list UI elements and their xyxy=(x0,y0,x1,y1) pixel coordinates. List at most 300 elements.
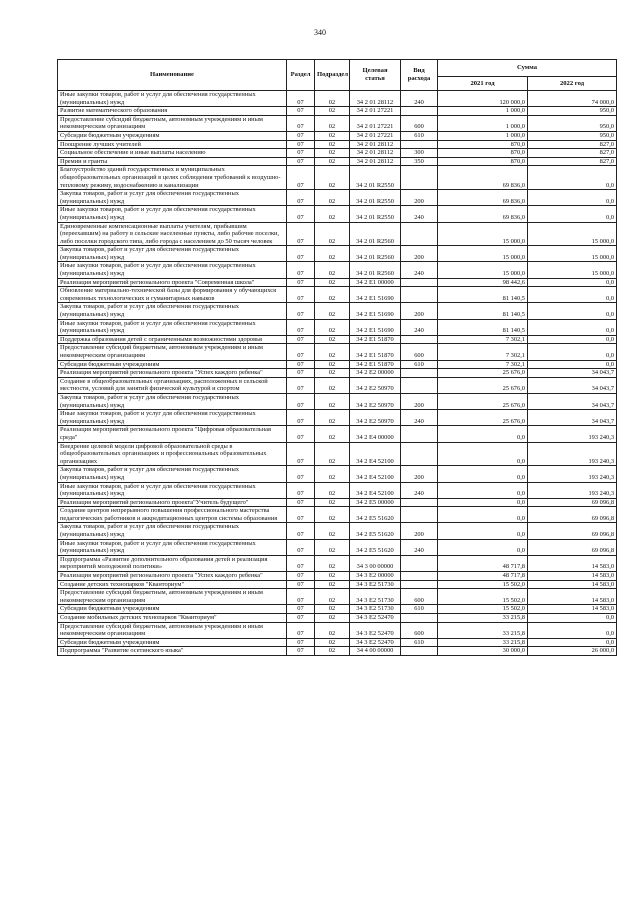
row-name: Иные закупки товаров, работ и услуг для обеспечения государственных (муниципальных) нужд xyxy=(58,91,287,107)
table-row xyxy=(58,580,617,589)
row-expense: 600 xyxy=(401,115,438,131)
row-sum-2022: 827,0 xyxy=(528,157,617,166)
row-expense: 300 xyxy=(401,149,438,158)
row-sum-2022: 193 240,3 xyxy=(528,466,617,482)
row-subsection: 02 xyxy=(315,393,350,409)
row-name: Реализация мероприятий регионального проекта "Цифровая образовательная среда" xyxy=(58,426,287,442)
row-subsection: 02 xyxy=(315,442,350,466)
table-row xyxy=(58,149,617,158)
row-expense xyxy=(401,426,438,442)
row-target: 34 3 E2 00000 xyxy=(350,572,401,581)
header-year-2022: 2022 год xyxy=(528,77,617,91)
row-subsection: 02 xyxy=(315,107,350,116)
row-section: 07 xyxy=(287,580,315,589)
row-sum-2022: 827,0 xyxy=(528,140,617,149)
row-expense: 610 xyxy=(401,638,438,647)
table-row xyxy=(58,91,617,107)
page-number: 340 xyxy=(314,28,326,37)
row-sum-2021: 25 676,0 xyxy=(438,369,528,378)
row-target: 34 2 01 28112 xyxy=(350,149,401,158)
row-name: Субсидии бюджетным учреждениям xyxy=(58,360,287,369)
row-target: 34 3 E2 52470 xyxy=(350,614,401,623)
row-section: 07 xyxy=(287,246,315,262)
row-sum-2022: 69 096,8 xyxy=(528,507,617,523)
row-name: Предоставление субсидий бюджетным, автономным учреждениям и иным некоммерческим организациям xyxy=(58,622,287,638)
row-section: 07 xyxy=(287,410,315,426)
row-sum-2022: 14 583,0 xyxy=(528,605,617,614)
row-section: 07 xyxy=(287,344,315,360)
row-target: 34 2 01 27221 xyxy=(350,131,401,140)
row-sum-2022: 14 583,0 xyxy=(528,589,617,605)
row-sum-2021: 33 215,8 xyxy=(438,614,528,623)
row-target: 34 2 01 28112 xyxy=(350,91,401,107)
row-sum-2021: 69 836,0 xyxy=(438,166,528,190)
row-subsection: 02 xyxy=(315,303,350,319)
row-section: 07 xyxy=(287,166,315,190)
row-subsection: 02 xyxy=(315,369,350,378)
row-expense: 200 xyxy=(401,523,438,539)
row-sum-2021: 870,0 xyxy=(438,157,528,166)
row-sum-2021: 1 000,0 xyxy=(438,107,528,116)
row-subsection: 02 xyxy=(315,539,350,555)
table-row xyxy=(58,319,617,335)
row-sum-2021: 48 717,8 xyxy=(438,555,528,571)
row-expense xyxy=(401,647,438,656)
row-section: 07 xyxy=(287,319,315,335)
row-subsection: 02 xyxy=(315,287,350,303)
header-expense: Вид расхода xyxy=(401,60,438,91)
row-section: 07 xyxy=(287,647,315,656)
row-target: 34 3 00 00000 xyxy=(350,555,401,571)
row-section: 07 xyxy=(287,605,315,614)
row-sum-2021: 0,0 xyxy=(438,539,528,555)
row-sum-2022: 0,0 xyxy=(528,638,617,647)
row-target: 34 2 E4 52100 xyxy=(350,466,401,482)
row-sum-2021: 69 836,0 xyxy=(438,190,528,206)
row-expense xyxy=(401,222,438,246)
row-target: 34 2 01 R2550 xyxy=(350,166,401,190)
table-row xyxy=(58,647,617,656)
row-expense xyxy=(401,377,438,393)
row-expense xyxy=(401,287,438,303)
row-expense xyxy=(401,498,438,507)
row-sum-2022: 950,0 xyxy=(528,107,617,116)
row-name: Поддержка образования детей с ограниченными возможностями здоровья xyxy=(58,335,287,344)
row-name: Поощрение лучших учителей xyxy=(58,140,287,149)
row-name: Закупка товаров, работ и услуг для обеспечения государственных (муниципальных) нужд xyxy=(58,393,287,409)
row-subsection: 02 xyxy=(315,589,350,605)
row-name: Иные закупки товаров, работ и услуг для обеспечения государственных (муниципальных) нужд xyxy=(58,539,287,555)
table-row xyxy=(58,246,617,262)
row-expense: 240 xyxy=(401,319,438,335)
row-sum-2021: 48 717,8 xyxy=(438,572,528,581)
table-row xyxy=(58,206,617,222)
row-target: 34 3 E2 52470 xyxy=(350,622,401,638)
row-name: Закупка товаров, работ и услуг для обеспечения государственных (муниципальных) нужд xyxy=(58,246,287,262)
row-name: Подпрограмма "Развитие осетинского языка" xyxy=(58,647,287,656)
header-name: Наименование xyxy=(58,60,287,91)
row-section: 07 xyxy=(287,262,315,278)
row-subsection: 02 xyxy=(315,466,350,482)
row-sum-2022: 0,0 xyxy=(528,344,617,360)
row-sum-2021: 98 442,6 xyxy=(438,278,528,287)
row-sum-2022: 34 043,7 xyxy=(528,393,617,409)
row-name: Закупка товаров, работ и услуг для обеспечения государственных (муниципальных) нужд xyxy=(58,466,287,482)
row-sum-2021: 120 000,0 xyxy=(438,91,528,107)
row-name: Благоустройство зданий государственных и муниципальных общеобразовательных организаций в целях соблюдения требований к воздушно-тепловому режиму, водоснабжению и канализации xyxy=(58,166,287,190)
row-section: 07 xyxy=(287,507,315,523)
row-section: 07 xyxy=(287,442,315,466)
table-row xyxy=(58,426,617,442)
row-subsection: 02 xyxy=(315,638,350,647)
row-target: 34 2 E4 00000 xyxy=(350,426,401,442)
row-name: Реализация мероприятий регионального проекта"Учитель будущего" xyxy=(58,498,287,507)
row-sum-2022: 0,0 xyxy=(528,190,617,206)
row-section: 07 xyxy=(287,426,315,442)
table-row xyxy=(58,107,617,116)
row-target: 34 3 E2 51730 xyxy=(350,605,401,614)
row-sum-2021: 0,0 xyxy=(438,507,528,523)
table-row xyxy=(58,442,617,466)
row-sum-2021: 25 676,0 xyxy=(438,410,528,426)
row-section: 07 xyxy=(287,482,315,498)
row-expense: 240 xyxy=(401,206,438,222)
row-subsection: 02 xyxy=(315,157,350,166)
row-sum-2022: 950,0 xyxy=(528,131,617,140)
row-target: 34 2 01 27221 xyxy=(350,115,401,131)
row-expense: 200 xyxy=(401,393,438,409)
row-expense: 610 xyxy=(401,131,438,140)
row-section: 07 xyxy=(287,157,315,166)
row-target: 34 2 E1 00000 xyxy=(350,278,401,287)
row-sum-2022: 193 240,3 xyxy=(528,442,617,466)
row-sum-2022: 193 240,3 xyxy=(528,426,617,442)
table-row xyxy=(58,287,617,303)
row-sum-2021: 0,0 xyxy=(438,466,528,482)
row-sum-2021: 15 502,0 xyxy=(438,589,528,605)
row-expense: 200 xyxy=(401,303,438,319)
row-sum-2022: 15 000,0 xyxy=(528,262,617,278)
row-expense: 350 xyxy=(401,157,438,166)
row-name: Создание в общеобразовательных организациях, расположенных в сельской местности, условий для занятий физической культурой и спортом xyxy=(58,377,287,393)
table-row xyxy=(58,115,617,131)
row-sum-2022: 14 583,0 xyxy=(528,580,617,589)
row-name: Закупка товаров, работ и услуг для обеспечения государственных (муниципальных) нужд xyxy=(58,190,287,206)
row-section: 07 xyxy=(287,115,315,131)
row-target: 34 4 00 00000 xyxy=(350,647,401,656)
row-name: Предоставление субсидий бюджетным, автономным учреждениям и иным некоммерческим организациям xyxy=(58,589,287,605)
header-section: Раздел xyxy=(287,60,315,91)
table-row xyxy=(58,360,617,369)
row-section: 07 xyxy=(287,303,315,319)
row-target: 34 2 01 R2560 xyxy=(350,222,401,246)
header-subsection: Подраздел xyxy=(315,60,350,91)
row-sum-2021: 81 140,5 xyxy=(438,303,528,319)
row-subsection: 02 xyxy=(315,246,350,262)
row-expense: 240 xyxy=(401,410,438,426)
row-subsection: 02 xyxy=(315,377,350,393)
row-subsection: 02 xyxy=(315,149,350,158)
row-section: 07 xyxy=(287,335,315,344)
row-sum-2021: 81 140,5 xyxy=(438,319,528,335)
row-target: 34 2 E1 51870 xyxy=(350,335,401,344)
row-name: Социальное обеспечение и иные выплаты населению xyxy=(58,149,287,158)
row-name: Создание мобильных детских технопарков "Кванториум" xyxy=(58,614,287,623)
row-name: Иные закупки товаров, работ и услуг для обеспечения государственных (муниципальных) нужд xyxy=(58,206,287,222)
row-expense: 600 xyxy=(401,344,438,360)
table-row xyxy=(58,166,617,190)
row-target: 34 2 E1 51870 xyxy=(350,344,401,360)
row-section: 07 xyxy=(287,638,315,647)
row-name: Создание детских технопарков "Кванториум" xyxy=(58,580,287,589)
row-section: 07 xyxy=(287,107,315,116)
row-name: Иные закупки товаров, работ и услуг для обеспечения государственных (муниципальных) нужд xyxy=(58,262,287,278)
table-row xyxy=(58,190,617,206)
row-section: 07 xyxy=(287,572,315,581)
row-sum-2021: 33 215,8 xyxy=(438,622,528,638)
row-subsection: 02 xyxy=(315,622,350,638)
row-expense: 240 xyxy=(401,91,438,107)
row-expense xyxy=(401,507,438,523)
row-section: 07 xyxy=(287,360,315,369)
table-row xyxy=(58,140,617,149)
row-sum-2022: 69 096,8 xyxy=(528,498,617,507)
row-expense: 200 xyxy=(401,466,438,482)
row-expense: 610 xyxy=(401,360,438,369)
row-sum-2021: 15 000,0 xyxy=(438,246,528,262)
row-subsection: 02 xyxy=(315,344,350,360)
row-target: 34 2 01 28112 xyxy=(350,157,401,166)
row-sum-2022: 69 096,8 xyxy=(528,523,617,539)
row-subsection: 02 xyxy=(315,482,350,498)
row-section: 07 xyxy=(287,149,315,158)
row-name: Единовременные компенсационные выплаты учителям, прибывшим (переехавшим) на работу в сельские населенные пункты, либо рабочие поселки, либо поселки городского типа, либо города с населением до 50 тысяч человек xyxy=(58,222,287,246)
row-target: 34 2 E2 50970 xyxy=(350,410,401,426)
row-sum-2021: 15 502,0 xyxy=(438,605,528,614)
row-section: 07 xyxy=(287,278,315,287)
row-sum-2022: 0,0 xyxy=(528,287,617,303)
row-subsection: 02 xyxy=(315,190,350,206)
row-target: 34 2 E5 51620 xyxy=(350,507,401,523)
row-expense xyxy=(401,555,438,571)
row-name: Закупка товаров, работ и услуг для обеспечения государственных (муниципальных) нужд xyxy=(58,303,287,319)
row-subsection: 02 xyxy=(315,222,350,246)
table-row xyxy=(58,507,617,523)
row-subsection: 02 xyxy=(315,580,350,589)
table-body xyxy=(58,91,617,656)
row-expense: 240 xyxy=(401,539,438,555)
row-subsection: 02 xyxy=(315,278,350,287)
row-name: Иные закупки товаров, работ и услуг для обеспечения государственных (муниципальных) нужд xyxy=(58,482,287,498)
row-name: Премии и гранты xyxy=(58,157,287,166)
row-sum-2021: 870,0 xyxy=(438,140,528,149)
row-sum-2022: 14 583,0 xyxy=(528,572,617,581)
table-row xyxy=(58,344,617,360)
row-sum-2021: 870,0 xyxy=(438,149,528,158)
row-sum-2022: 34 043,7 xyxy=(528,377,617,393)
row-sum-2022: 34 043,7 xyxy=(528,369,617,378)
header-year-2021: 2021 год xyxy=(438,77,528,91)
row-sum-2022: 193 240,3 xyxy=(528,482,617,498)
row-section: 07 xyxy=(287,377,315,393)
row-section: 07 xyxy=(287,539,315,555)
row-subsection: 02 xyxy=(315,572,350,581)
row-section: 07 xyxy=(287,614,315,623)
table-row xyxy=(58,335,617,344)
row-name: Предоставление субсидий бюджетным, автономным учреждениям и иным некоммерческим организациям xyxy=(58,344,287,360)
row-subsection: 02 xyxy=(315,206,350,222)
row-name: Иные закупки товаров, работ и услуг для обеспечения государственных (муниципальных) нужд xyxy=(58,410,287,426)
row-sum-2021: 33 215,8 xyxy=(438,638,528,647)
table-row xyxy=(58,555,617,571)
row-section: 07 xyxy=(287,369,315,378)
table-row xyxy=(58,303,617,319)
row-expense xyxy=(401,335,438,344)
table-row xyxy=(58,589,617,605)
row-name: Обновление материально-технической базы для формирования у обучающихся современных технологических и гуманитарных навыков xyxy=(58,287,287,303)
row-section: 07 xyxy=(287,498,315,507)
row-section: 07 xyxy=(287,555,315,571)
row-name: Внедрение целевой модели цифровой образовательной среды в общеобразовательных организациях и профессиональных образовательных организациях xyxy=(58,442,287,466)
table-row xyxy=(58,393,617,409)
row-sum-2021: 81 140,5 xyxy=(438,287,528,303)
row-section: 07 xyxy=(287,393,315,409)
row-subsection: 02 xyxy=(315,166,350,190)
row-expense xyxy=(401,572,438,581)
row-sum-2022: 0,0 xyxy=(528,206,617,222)
table-row xyxy=(58,131,617,140)
row-target: 34 2 E1 51870 xyxy=(350,360,401,369)
table-row xyxy=(58,262,617,278)
row-sum-2021: 0,0 xyxy=(438,498,528,507)
row-name: Субсидии бюджетным учреждениям xyxy=(58,638,287,647)
header-sum: Сумма xyxy=(438,60,617,77)
row-target: 34 3 E2 52470 xyxy=(350,638,401,647)
row-target: 34 2 E4 52100 xyxy=(350,442,401,466)
row-sum-2021: 69 836,0 xyxy=(438,206,528,222)
row-name: Предоставление субсидий бюджетным, автономным учреждениям и иным некоммерческим организациям xyxy=(58,115,287,131)
row-target: 34 2 01 28112 xyxy=(350,140,401,149)
row-expense xyxy=(401,369,438,378)
row-subsection: 02 xyxy=(315,426,350,442)
row-sum-2021: 0,0 xyxy=(438,523,528,539)
row-section: 07 xyxy=(287,91,315,107)
row-expense: 200 xyxy=(401,246,438,262)
row-target: 34 2 E5 51620 xyxy=(350,523,401,539)
row-section: 07 xyxy=(287,589,315,605)
row-sum-2022: 0,0 xyxy=(528,622,617,638)
row-target: 34 2 E1 51690 xyxy=(350,303,401,319)
row-target: 34 2 E1 51690 xyxy=(350,287,401,303)
row-subsection: 02 xyxy=(315,507,350,523)
row-section: 07 xyxy=(287,523,315,539)
row-sum-2022: 0,0 xyxy=(528,335,617,344)
row-sum-2021: 15 502,0 xyxy=(438,580,528,589)
row-section: 07 xyxy=(287,466,315,482)
row-subsection: 02 xyxy=(315,555,350,571)
row-expense xyxy=(401,166,438,190)
row-subsection: 02 xyxy=(315,262,350,278)
row-sum-2021: 7 302,1 xyxy=(438,344,528,360)
row-expense xyxy=(401,107,438,116)
row-expense xyxy=(401,442,438,466)
row-sum-2022: 0,0 xyxy=(528,166,617,190)
row-target: 34 2 E2 00000 xyxy=(350,369,401,378)
row-expense xyxy=(401,140,438,149)
row-target: 34 2 01 R2550 xyxy=(350,190,401,206)
row-target: 34 2 E4 52100 xyxy=(350,482,401,498)
row-subsection: 02 xyxy=(315,410,350,426)
row-expense: 200 xyxy=(401,190,438,206)
row-name: Реализация мероприятий регионального проекта "Успех каждого ребенка" xyxy=(58,369,287,378)
row-expense xyxy=(401,580,438,589)
row-sum-2021: 25 676,0 xyxy=(438,377,528,393)
table-row xyxy=(58,377,617,393)
row-subsection: 02 xyxy=(315,523,350,539)
row-sum-2022: 0,0 xyxy=(528,319,617,335)
row-target: 34 2 E5 00000 xyxy=(350,498,401,507)
row-name: Закупка товаров, работ и услуг для обеспечения государственных (муниципальных) нужд xyxy=(58,523,287,539)
table-row xyxy=(58,157,617,166)
row-subsection: 02 xyxy=(315,647,350,656)
row-subsection: 02 xyxy=(315,91,350,107)
row-sum-2022: 15 000,0 xyxy=(528,222,617,246)
row-sum-2021: 15 000,0 xyxy=(438,262,528,278)
row-sum-2022: 0,0 xyxy=(528,360,617,369)
row-section: 07 xyxy=(287,622,315,638)
row-section: 07 xyxy=(287,206,315,222)
row-sum-2022: 69 096,8 xyxy=(528,539,617,555)
row-sum-2022: 950,0 xyxy=(528,115,617,131)
table-row xyxy=(58,369,617,378)
row-subsection: 02 xyxy=(315,498,350,507)
table-row xyxy=(58,622,617,638)
table-row xyxy=(58,498,617,507)
table-row xyxy=(58,539,617,555)
row-sum-2021: 0,0 xyxy=(438,442,528,466)
row-section: 07 xyxy=(287,222,315,246)
row-name: Подпрограмма «Развитие дополнительного образования детей и реализация мероприятий молодежной политики» xyxy=(58,555,287,571)
row-subsection: 02 xyxy=(315,115,350,131)
row-section: 07 xyxy=(287,190,315,206)
row-expense: 610 xyxy=(401,605,438,614)
row-sum-2022: 0,0 xyxy=(528,303,617,319)
row-sum-2022: 827,0 xyxy=(528,149,617,158)
table-row xyxy=(58,638,617,647)
row-subsection: 02 xyxy=(315,140,350,149)
row-subsection: 02 xyxy=(315,360,350,369)
row-name: Субсидии бюджетным учреждениям xyxy=(58,605,287,614)
row-expense: 600 xyxy=(401,589,438,605)
table-row xyxy=(58,523,617,539)
row-target: 34 2 01 R2550 xyxy=(350,206,401,222)
header-target: Целевая статья xyxy=(350,60,401,91)
row-sum-2021: 15 000,0 xyxy=(438,222,528,246)
row-section: 07 xyxy=(287,131,315,140)
row-sum-2022: 0,0 xyxy=(528,278,617,287)
row-target: 34 2 01 R2560 xyxy=(350,246,401,262)
row-target: 34 2 E5 51620 xyxy=(350,539,401,555)
row-sum-2022: 0,0 xyxy=(528,614,617,623)
row-sum-2022: 26 000,0 xyxy=(528,647,617,656)
row-sum-2022: 15 000,0 xyxy=(528,246,617,262)
row-sum-2021: 0,0 xyxy=(438,426,528,442)
row-sum-2022: 14 583,0 xyxy=(528,555,617,571)
row-name: Реализация мероприятий регионального проекта "Современная школа" xyxy=(58,278,287,287)
row-target: 34 3 E2 51730 xyxy=(350,580,401,589)
row-subsection: 02 xyxy=(315,605,350,614)
row-expense: 240 xyxy=(401,482,438,498)
